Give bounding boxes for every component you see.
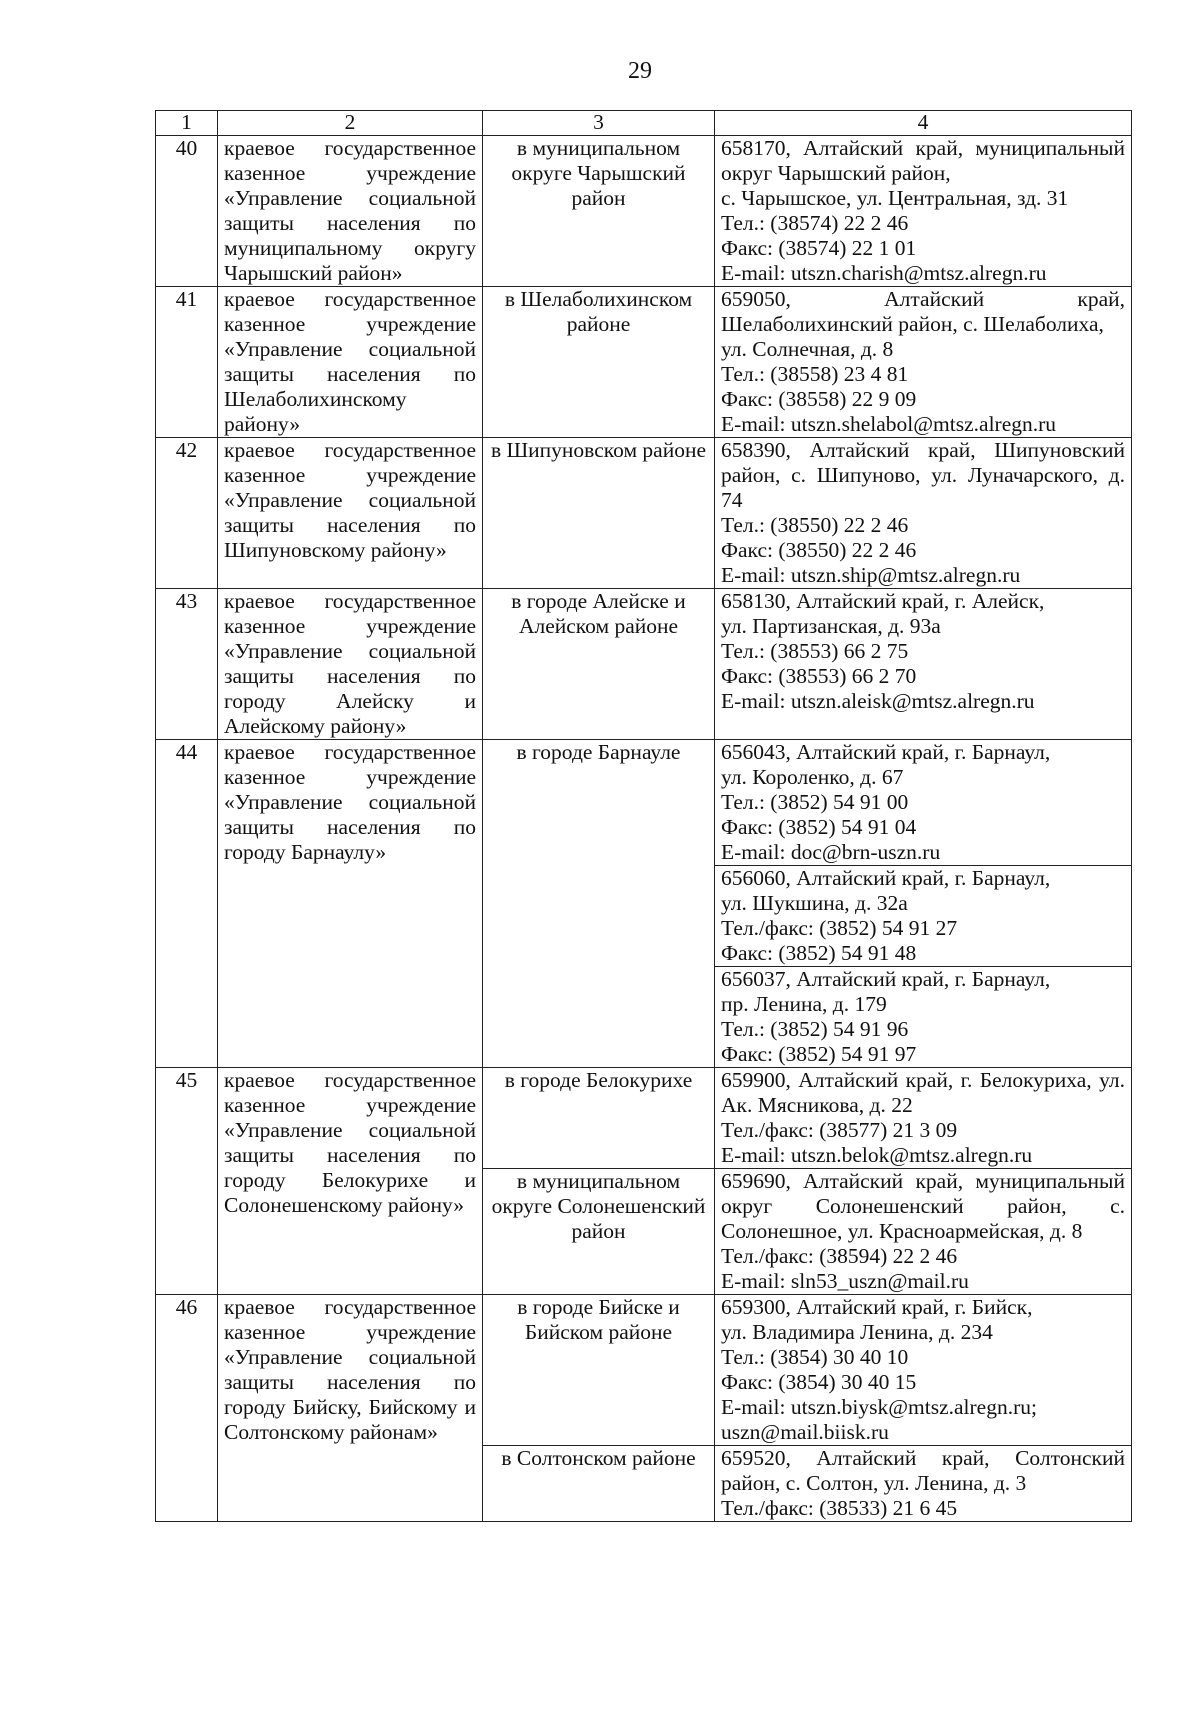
contact-details <box>715 287 1132 438</box>
address-line: Факс: (3854) 30 40 15 <box>721 1370 917 1394</box>
address-line: Тел.: (38574) 22 2 46 <box>721 211 909 235</box>
contact-details <box>715 740 1132 866</box>
institution-name: краевое государственное казенное учреждение «Управление социальной защиты населения по муниципальному округу Чарышский район» <box>218 136 483 287</box>
page-number: 29 <box>628 58 652 84</box>
address-line: Факс: (3852) 54 91 04 <box>721 815 917 839</box>
service-area: в городе Алейске и Алейском районе <box>483 589 715 740</box>
address-line: 659520, Алтайский край, Солтонский район, с. Солтон, ул. Ленина, д. 3 <box>721 1446 1125 1495</box>
contact-details <box>715 438 1132 589</box>
row-number: 46 <box>156 1295 218 1522</box>
address-line: 659900, Алтайский край, г. Белокуриха, ул. Ак. Мясникова, д. 22 <box>721 1068 1125 1117</box>
table-row <box>156 136 1132 287</box>
institution-name: краевое государственное казенное учреждение «Управление социальной защиты населения по Шипуновскому району» <box>218 438 483 589</box>
address-line: E-mail: utszn.belok@mtsz.alregn.ru <box>721 1143 1033 1167</box>
address-line: ул. Солнечная, д. 8 <box>721 337 894 361</box>
table-row <box>156 1068 1132 1169</box>
service-area: в городе Барнауле <box>483 740 715 1068</box>
service-area: в муниципальном округе Солонешенский район <box>483 1169 715 1295</box>
address-line: ул. Партизанская, д. 93а <box>721 614 941 638</box>
service-area: в Шелаболихинском районе <box>483 287 715 438</box>
address-line: E-mail: utszn.charish@mtsz.alregn.ru <box>721 261 1047 285</box>
address-line: E-mail: sln53_uszn@mail.ru <box>721 1269 969 1293</box>
row-number: 42 <box>156 438 218 589</box>
contact-details <box>715 967 1132 1068</box>
address-line: E-mail: utszn.biysk@mtsz.alregn.ru; <box>721 1395 1037 1419</box>
service-area: в Солтонском районе <box>483 1446 715 1522</box>
address-line: 659050, Алтайский край, Шелаболихинский район, с. Шелаболиха, <box>721 287 1125 336</box>
column-header-1: 1 <box>156 111 218 136</box>
table-row <box>156 1295 1132 1446</box>
table-row <box>156 438 1132 589</box>
address-line: Тел.: (38553) 66 2 75 <box>721 639 909 663</box>
address-line: E-mail: doc@brn-uszn.ru <box>721 840 941 864</box>
contact-details <box>715 1446 1132 1522</box>
address-line: Факс: (3852) 54 91 48 <box>721 941 917 965</box>
address-line: ул. Шукшина, д. 32а <box>721 891 908 915</box>
address-line: Тел./факс: (38594) 22 2 46 <box>721 1244 958 1268</box>
institution-name: краевое государственное казенное учреждение «Управление социальной защиты населения по городу Алейску и Алейскому району» <box>218 589 483 740</box>
institution-name: краевое государственное казенное учреждение «Управление социальной защиты населения по городу Белокурихе и Солонешенскому району» <box>218 1068 483 1295</box>
address-line: 656037, Алтайский край, г. Барнаул, <box>721 967 1051 991</box>
service-area: в городе Белокурихе <box>483 1068 715 1169</box>
column-header-3: 3 <box>483 111 715 136</box>
address-line: uszn@mail.biisk.ru <box>721 1420 889 1444</box>
address-line: 656043, Алтайский край, г. Барнаул, <box>721 740 1051 764</box>
address-line: 658390, Алтайский край, Шипуновский район, с. Шипуново, ул. Луначарского, д. 74 <box>721 438 1125 512</box>
table-row <box>156 740 1132 866</box>
institution-name: краевое государственное казенное учреждение «Управление социальной защиты населения по Шелаболихинскому району» <box>218 287 483 438</box>
service-area: в городе Бийске и Бийском районе <box>483 1295 715 1446</box>
address-line: ул. Короленко, д. 67 <box>721 765 904 789</box>
service-area: в муниципальном округе Чарышский район <box>483 136 715 287</box>
address-line: 659690, Алтайский край, муниципальный округ Солонешенский район, с. Солонешное, ул. Красноармейская, д. 8 <box>721 1169 1125 1243</box>
address-line: Тел.: (3854) 30 40 10 <box>721 1345 909 1369</box>
address-line: Факс: (38550) 22 2 46 <box>721 538 917 562</box>
address-line: E-mail: utszn.ship@mtsz.alregn.ru <box>721 563 1021 587</box>
address-line: 656060, Алтайский край, г. Барнаул, <box>721 866 1051 890</box>
address-line: Тел./факс: (38533) 21 6 45 <box>721 1496 958 1520</box>
address-line: ул. Владимира Ленина, д. 234 <box>721 1320 993 1344</box>
institutions-table <box>155 110 1132 1522</box>
address-line: Тел.: (3852) 54 91 00 <box>721 790 909 814</box>
contact-details <box>715 1295 1132 1446</box>
address-line: Тел.: (38558) 23 4 81 <box>721 362 909 386</box>
address-line: E-mail: utszn.aleisk@mtsz.alregn.ru <box>721 689 1035 713</box>
row-number: 45 <box>156 1068 218 1295</box>
row-number: 43 <box>156 589 218 740</box>
table-row <box>156 589 1132 740</box>
service-area: в Шипуновском районе <box>483 438 715 589</box>
address-line: Факс: (38558) 22 9 09 <box>721 387 917 411</box>
contact-details <box>715 136 1132 287</box>
column-header-2: 2 <box>218 111 483 136</box>
row-number: 41 <box>156 287 218 438</box>
row-number: 44 <box>156 740 218 1068</box>
address-line: 659300, Алтайский край, г. Бийск, <box>721 1295 1033 1319</box>
row-number: 40 <box>156 136 218 287</box>
column-number-row <box>156 111 1132 136</box>
address-line: пр. Ленина, д. 179 <box>721 992 887 1016</box>
contact-details <box>715 1169 1132 1295</box>
address-line: Факс: (38574) 22 1 01 <box>721 236 917 260</box>
address-line: Тел./факс: (38577) 21 3 09 <box>721 1118 958 1142</box>
address-line: Факс: (3852) 54 91 97 <box>721 1042 917 1066</box>
address-line: Тел.: (38550) 22 2 46 <box>721 513 909 537</box>
address-line: E-mail: utszn.shelabol@mtsz.alregn.ru <box>721 412 1057 436</box>
address-line: Факс: (38553) 66 2 70 <box>721 664 917 688</box>
address-line: Тел./факс: (3852) 54 91 27 <box>721 916 958 940</box>
institution-name: краевое государственное казенное учреждение «Управление социальной защиты населения по городу Барнаулу» <box>218 740 483 1068</box>
contact-details <box>715 1068 1132 1169</box>
column-header-4: 4 <box>715 111 1132 136</box>
address-line: 658170, Алтайский край, муниципальный округ Чарышский район, <box>721 136 1125 185</box>
address-line: Тел.: (3852) 54 91 96 <box>721 1017 909 1041</box>
address-line: 658130, Алтайский край, г. Алейск, <box>721 589 1045 613</box>
contact-details <box>715 866 1132 967</box>
address-line: с. Чарышское, ул. Центральная, зд. 31 <box>721 186 1069 210</box>
table-row <box>156 287 1132 438</box>
table-body <box>156 136 1132 1522</box>
contact-details <box>715 589 1132 740</box>
institution-name: краевое государственное казенное учреждение «Управление социальной защиты населения по городу Бийску, Бийскому и Солтонскому районам» <box>218 1295 483 1522</box>
